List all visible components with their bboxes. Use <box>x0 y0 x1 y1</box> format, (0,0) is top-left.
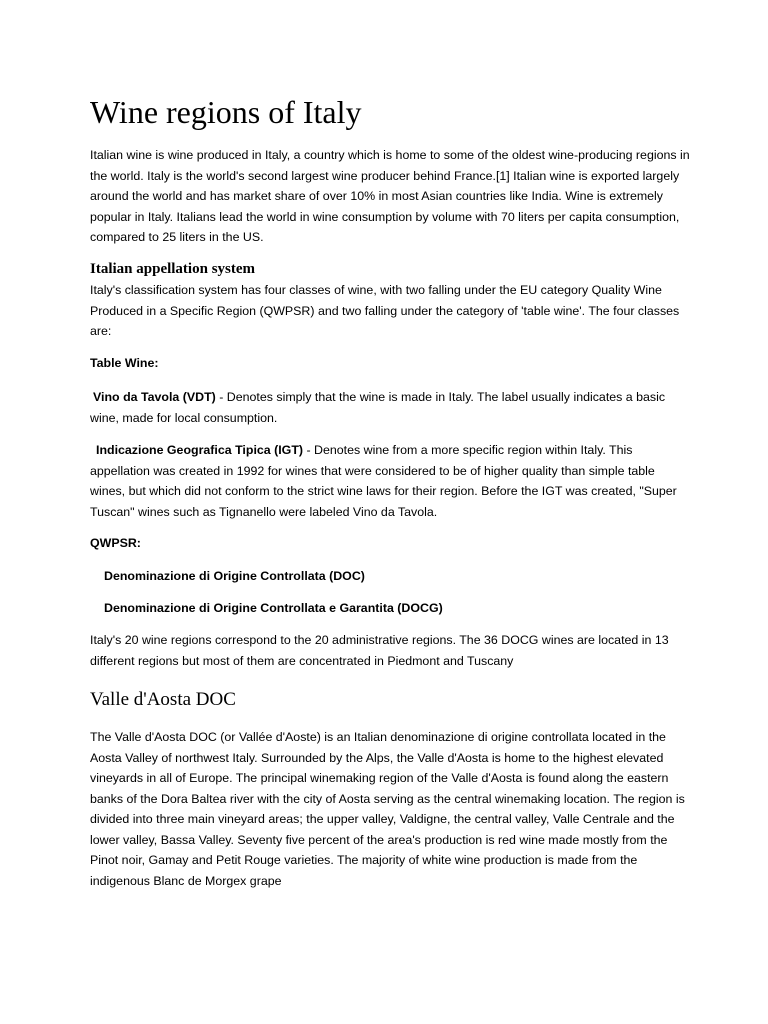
appellation-heading: Italian appellation system <box>90 261 256 277</box>
doc-item: Denominazione di Origine Controllata (DOC) <box>104 569 365 583</box>
intro-paragraph: Italian wine is wine produced in Italy, a country which is home to some of the oldest wine-producing regions in the world. Italy is the world's second largest wine producer behind France.[1] Italian wine is exported largely around the world and has market share of over 10% in most Asian countries like India. Wine is extremely popular in Italy. Italians lead the world in wine consumption by volume with 70 liters per capita consumption, compared to 25 liters in the US. <box>90 148 690 244</box>
igt-term: Indicazione Geografica Tipica (IGT) <box>96 443 304 457</box>
valle-heading: Valle d'Aosta DOC <box>90 689 236 710</box>
docg-item: Denominazione di Origine Controllata e Garantita (DOCG) <box>104 601 443 615</box>
vdt-paragraph <box>90 387 690 428</box>
vdt-text: - Denotes simply that the wine is made in Italy. The label usually indicates a basic wine, made for local consumption. <box>90 390 666 425</box>
igt-paragraph <box>90 440 690 522</box>
table-wine-label: Table Wine: <box>90 356 159 370</box>
qwpsr-label: QWPSR: <box>90 536 141 550</box>
vdt-term: Vino da Tavola (VDT) <box>93 390 216 404</box>
valle-paragraph: The Valle d'Aosta DOC (or Vallée d'Aoste) is an Italian denominazione di origine controllata located in the Aosta Valley of northwest Italy. Surrounded by the Alps, the Valle d'Aosta is home to the highest elevated vineyards in all of Europe. The principal winemaking region of the Valle d'Aosta is found along the eastern banks of the Dora Baltea river with the city of Aosta serving as the central winemaking location. The region is divided into three main vineyard areas; the upper valley, Valdigne, the central valley, Valle Centrale and the lower valley, Bassa Valley. Seventy five percent of the area's production is red wine made mostly from the Pinot noir, Gamay and Petit Rouge varieties. The majority of white wine production is made from the indigenous Blanc de Morgex grape <box>90 730 685 888</box>
appellation-paragraph: Italy's classification system has four classes of wine, with two falling under the EU category Quality Wine Produced in a Specific Region (QWPSR) and two falling under the category of 'table wine'. The four classes are: <box>90 283 680 338</box>
igt-text: - Denotes wine from a more specific region within Italy. This appellation was created in 1992 for wines that were considered to be of higher quality than simple table wines, but which did not conform to the strict wine laws for their region. Before the IGT was created, "Super Tuscan" wines such as Tignanello were labeled Vino da Tavola. <box>90 443 677 519</box>
regions-paragraph: Italy's 20 wine regions correspond to the 20 administrative regions. The 36 DOCG wines are located in 13 different regions but most of them are concentrated in Piedmont and Tuscany <box>90 633 669 668</box>
page-title: Wine regions of Italy <box>90 94 362 130</box>
